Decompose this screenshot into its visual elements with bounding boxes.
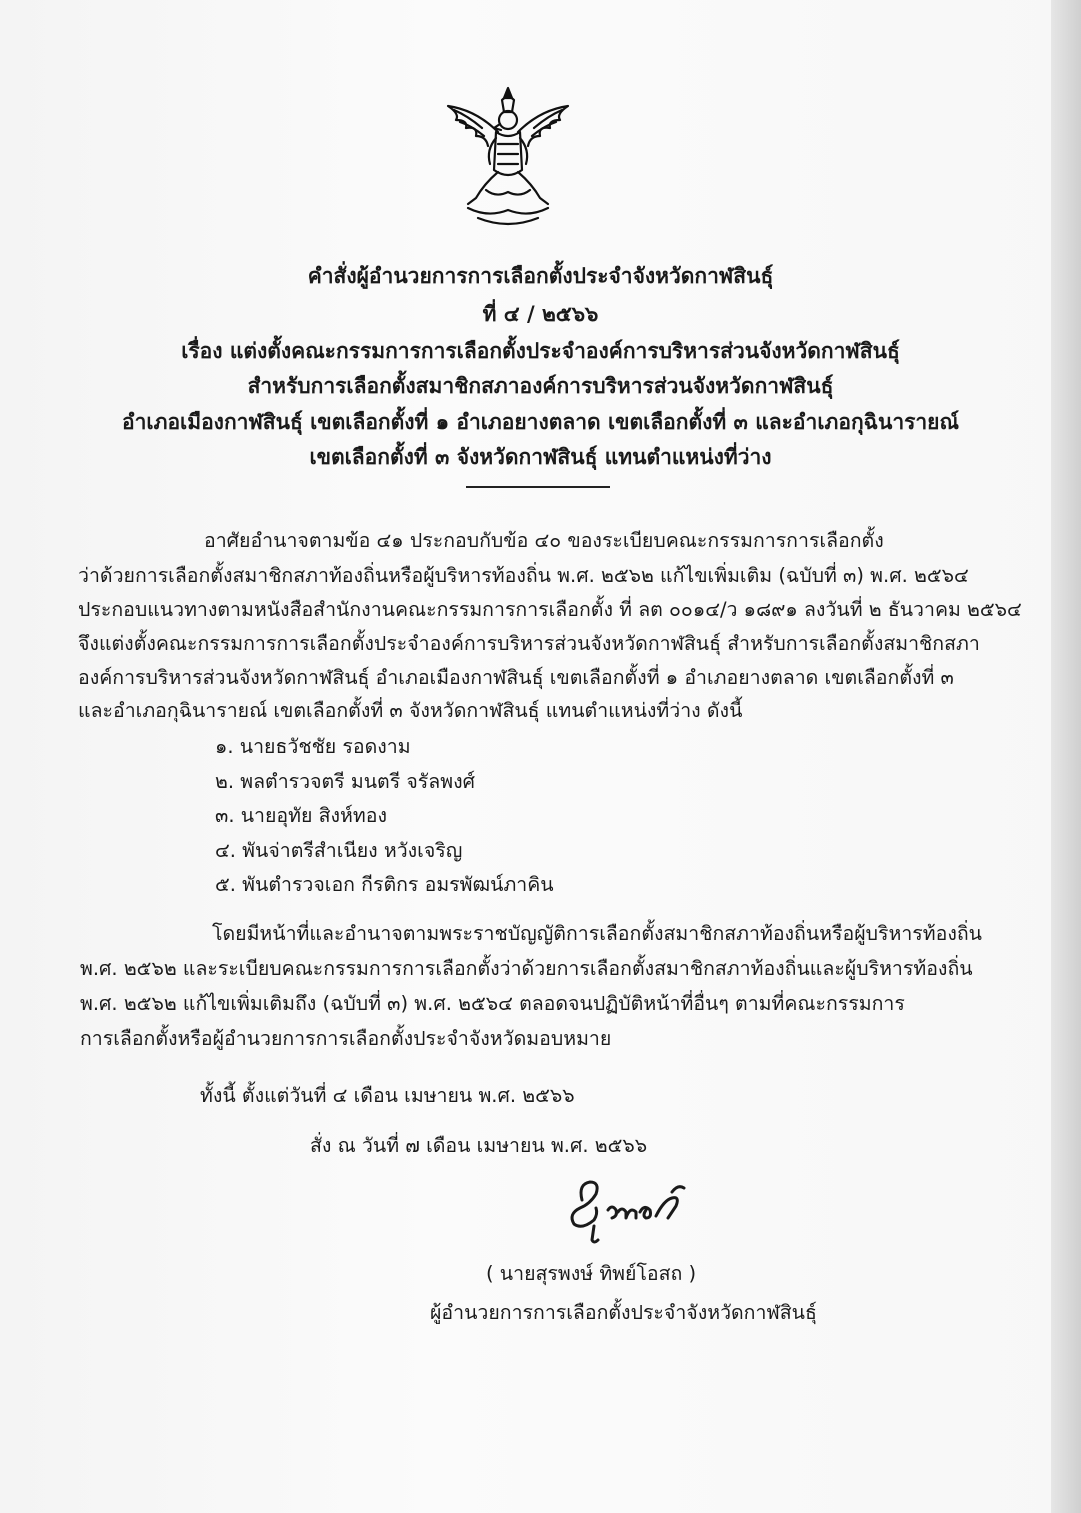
body-text-line: พ.ศ. ๒๕๖๒ แก้ไขเพิ่มเติมถึง (ฉบับที่ ๓) พ.ศ. ๒๕๖๔ ตลอดจนปฏิบัติหน้าที่อื่นๆ ตามที่คณะกรรมการ bbox=[80, 992, 905, 1015]
body-text-line: องค์การบริหารส่วนจังหวัดกาฬสินธุ์ อำเภอเมืองกาฬสินธุ์ เขตเลือกตั้งที่ ๑ อำเภอยางตลาด เขตเลือกตั้งที่ ๓ bbox=[78, 666, 954, 689]
order-number: ที่ ๔ / ๒๕๖๖ bbox=[482, 302, 599, 326]
signatory-name: ( นายสุรพงษ์ ทิพย์โอสถ ) bbox=[486, 1262, 697, 1285]
body-text-line: จึงแต่งตั้งคณะกรรมการการเลือกตั้งประจำองค์การบริหารส่วนจังหวัดกาฬสินธุ์ สำหรับการเลือกตั้งสมาชิกสภา bbox=[78, 632, 980, 655]
body-text-line: ประกอบแนวทางตามหนังสือสำนักงานคณะกรรมการการเลือกตั้ง ที่ ลต ๐๐๑๔/ว ๑๘๙๑ ลงวันที่ ๒ ธันวาคม ๒๕๖๔ bbox=[78, 598, 1022, 621]
subject-line-1: เรื่อง แต่งตั้งคณะกรรมการการเลือกตั้งประจำองค์การบริหารส่วนจังหวัดกาฬสินธุ์ bbox=[181, 339, 900, 363]
committee-member: ๓. นายอุทัย สิงห์ทอง bbox=[215, 804, 387, 827]
committee-member: ๑. นายธวัชชัย รอดงาม bbox=[215, 735, 411, 758]
committee-member: ๕. พันตำรวจเอก กีรติกร อมรพัฒน์ภาคิน bbox=[215, 873, 554, 896]
header-divider bbox=[466, 486, 610, 488]
signatory-position: ผู้อำนวยการการเลือกตั้งประจำจังหวัดกาฬสินธุ์ bbox=[430, 1301, 817, 1324]
subject-line-4: เขตเลือกตั้งที่ ๓ จังหวัดกาฬสินธุ์ แทนตำแหน่งที่ว่าง bbox=[309, 445, 772, 469]
page-edge-shadow bbox=[1051, 0, 1081, 1513]
order-title: คำสั่งผู้อำนวยการการเลือกตั้งประจำจังหวัดกาฬสินธุ์ bbox=[307, 264, 774, 288]
body-text-line: โดยมีหน้าที่และอำนาจตามพระราชบัญญัติการเลือกตั้งสมาชิกสภาท้องถิ่นหรือผู้บริหารท้องถิ่น bbox=[212, 922, 983, 945]
subject-line-2: สำหรับการเลือกตั้งสมาชิกสภาองค์การบริหารส่วนจังหวัดกาฬสินธุ์ bbox=[247, 374, 834, 398]
body-text-line: ว่าด้วยการเลือกตั้งสมาชิกสภาท้องถิ่นหรือผู้บริหารท้องถิ่น พ.ศ. ๒๕๖๒ แก้ไขเพิ่มเติม (ฉบับที่ ๓) พ.ศ. ๒๕๖๔ bbox=[78, 564, 969, 587]
committee-member: ๔. พันจ่าตรีสำเนียง หวังเจริญ bbox=[215, 839, 463, 862]
body-text-line: พ.ศ. ๒๕๖๒ และระเบียบคณะกรรมการการเลือกตั้งว่าด้วยการเลือกตั้งสมาชิกสภาท้องถิ่นและผู้บริหารท้องถิ่น bbox=[80, 957, 973, 980]
body-text-line: อาศัยอำนาจตามข้อ ๔๑ ประกอบกับข้อ ๔๐ ของระเบียบคณะกรรมการการเลือกตั้ง bbox=[204, 529, 884, 552]
committee-member: ๒. พลตำรวจตรี มนตรี จรัลพงศ์ bbox=[215, 770, 475, 793]
body-text-line: การเลือกตั้งหรือผู้อำนวยการการเลือกตั้งประจำจังหวัดมอบหมาย bbox=[80, 1027, 612, 1050]
subject-line-3: อำเภอเมืองกาฬสินธุ์ เขตเลือกตั้งที่ ๑ อำเภอยางตลาด เขตเลือกตั้งที่ ๓ และอำเภอกุฉินารายณ์ bbox=[122, 410, 959, 434]
order-date: สั่ง ณ วันที่ ๗ เดือน เมษายน พ.ศ. ๒๕๖๖ bbox=[310, 1134, 648, 1157]
garuda-emblem-icon bbox=[438, 80, 578, 230]
handwritten-signature bbox=[560, 1170, 710, 1250]
body-text-line: และอำเภอกุฉินารายณ์ เขตเลือกตั้งที่ ๓ จังหวัดกาฬสินธุ์ แทนตำแหน่งที่ว่าง ดังนี้ bbox=[78, 699, 743, 722]
effective-date: ทั้งนี้ ตั้งแต่วันที่ ๔ เดือน เมษายน พ.ศ. ๒๕๖๖ bbox=[200, 1084, 575, 1107]
